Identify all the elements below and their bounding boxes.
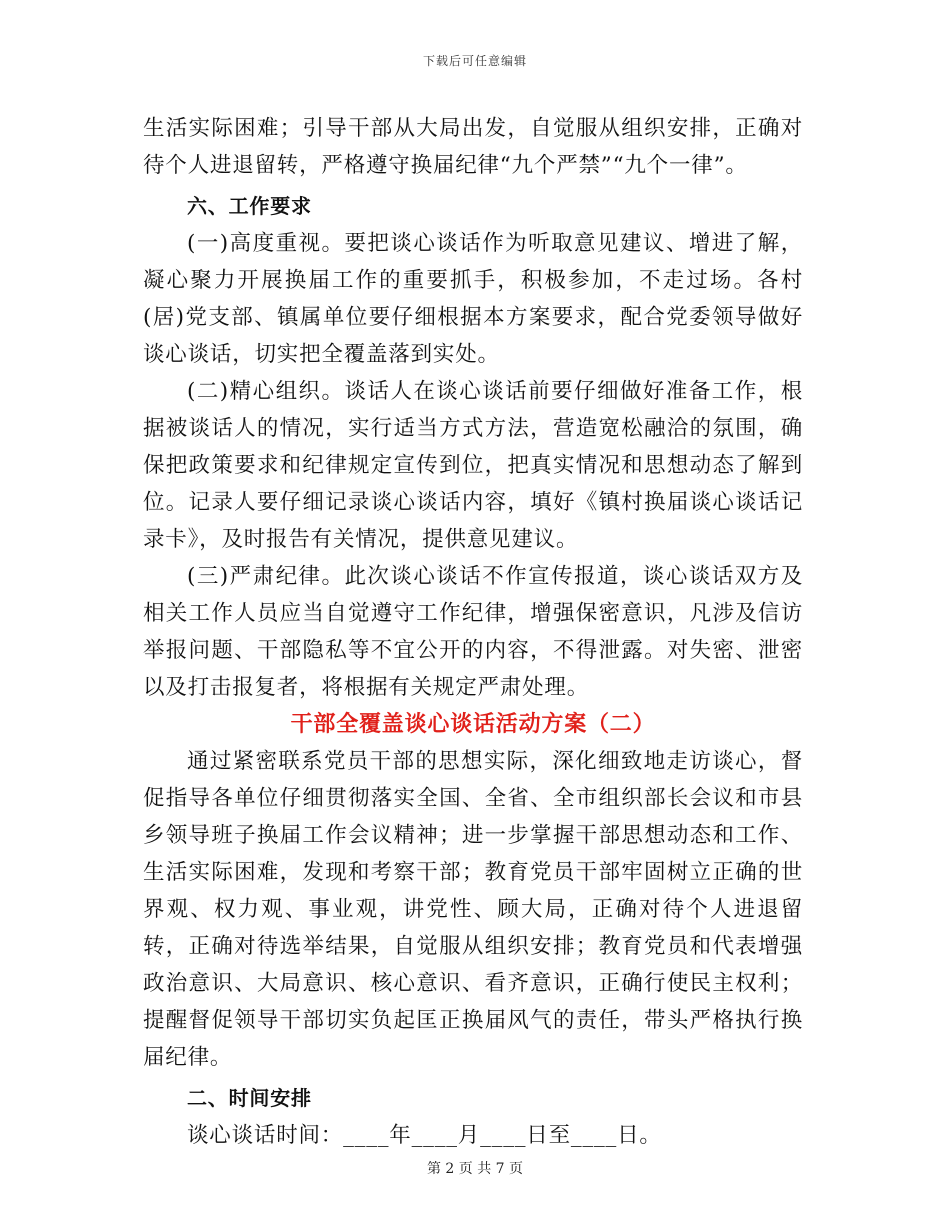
section-heading-work-requirements: 六、工作要求 <box>187 194 312 218</box>
paragraph-continuation: 生活实际困难；引导干部从大局出发，自觉服从组织安排，正确对待个人进退留转，严格遵守换届纪律“九个严禁”“九个一律”。 <box>143 116 803 178</box>
section-heading-schedule: 二、时间安排 <box>187 1086 312 1110</box>
paragraph-strict-discipline: (三)严肃纪律。此次谈心谈话不作宣传报道，谈心谈话双方及相关工作人员应当自觉遵守工作纪律，增强保密意识，凡涉及信访举报问题、干部隐私等不宜公开的内容，不得泄露。对失密、泄密以及打击报复者，将根据有关规定严肃处理。 <box>143 564 803 700</box>
paragraph-high-importance: (一)高度重视。要把谈心谈话作为听取意见建议、增进了解，凝心聚力开展换届工作的重要抓手，积极参加，不走过场。各村(居)党支部、镇属单位要仔细根据本方案要求，配合党委领导做好谈心谈话，切实把全覆盖落到实处。 <box>143 231 803 367</box>
paragraph-intro: 通过紧密联系党员干部的思想实际，深化细致地走访谈心，督促指导各单位仔细贯彻落实全国、全省、全市组织部长会议和市县乡领导班子换届工作会议精神；进一步掌握干部思想动态和工作、生活实际困难，发现和考察干部；教育党员干部牢固树立正确的世界观、权力观、事业观，讲党性、顾大局，正确对待个人进退留转，正确对待选举结果，自觉服从组织安排；教育党员和代表增强政治意识、大局意识、核心意识、看齐意识，正确行使民主权利；提醒督促领导干部切实负起匡正换届风气的责任，带头严格执行换届纪律。 <box>143 749 803 1070</box>
document-title: 干部全覆盖谈心谈话活动方案（二） <box>290 712 656 737</box>
header-note: 下载后可任意编辑 <box>422 54 527 68</box>
paragraph-schedule-time: 谈心谈话时间：____年____月____日至____日。 <box>187 1123 662 1148</box>
document-body <box>143 110 803 1154</box>
page-number: 第 2 页 共 7 页 <box>426 1161 524 1177</box>
paragraph-careful-organization: (二)精心组织。谈话人在谈心谈话前要仔细做好准备工作，根据被谈话人的情况，实行适当方式方法，营造宽松融洽的氛围，确保把政策要求和纪律规定宣传到位，把真实情况和思想动态了解到位。记录人要仔细记录谈心谈话内容，填好《镇村换届谈心谈话记录卡》，及时报告有关情况，提供意见建议。 <box>143 379 803 552</box>
